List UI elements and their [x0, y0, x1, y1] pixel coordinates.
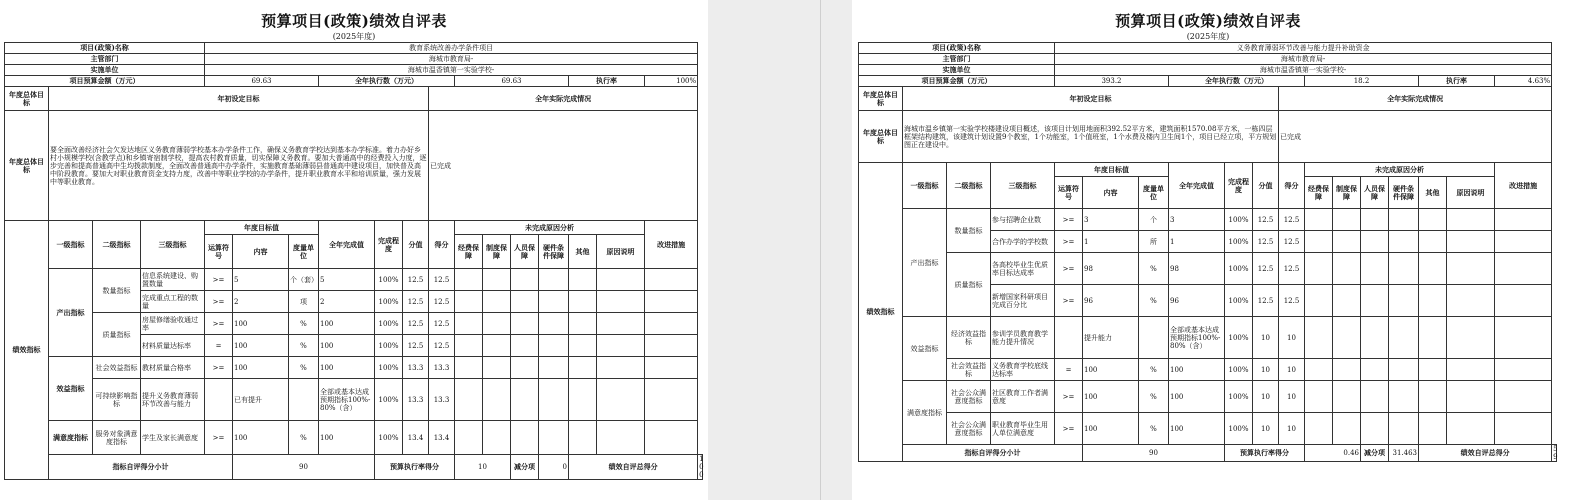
annual-done-header: 全年完成值 [319, 221, 375, 269]
lvl1-header: 一级指标 [903, 163, 947, 209]
indicator-degree: 100% [1225, 359, 1253, 381]
budget-label: 项目预算金额（万元） [5, 76, 205, 87]
indicator-degree: 100% [375, 269, 403, 291]
reason-system-header: 制度保障 [483, 235, 511, 269]
exec-rate-value: 4.63% [1495, 76, 1552, 87]
dept-value: 海城市教育局- [205, 54, 698, 65]
actual-label: 全年实际完成情况 [1279, 87, 1552, 111]
indicator-content: 100 [1083, 381, 1139, 413]
indicator-name: 教材质量合格率 [141, 357, 205, 379]
indicator-score: 12.5 [1279, 231, 1305, 253]
indicator-op: >= [205, 291, 233, 313]
indicator-op: >= [1055, 413, 1083, 445]
perf-label: 绩效指标 [859, 163, 903, 462]
indicator-unit: % [289, 421, 319, 455]
target-group-header: 年度目标值 [1055, 163, 1169, 177]
indicator-name: 信息系统建设、购置数量 [141, 269, 205, 291]
indicator-done: 100 [1169, 413, 1225, 445]
reason-other-header: 其他 [569, 235, 597, 269]
indicator-op: >= [1055, 253, 1083, 285]
sub-public: 社会公众满意度指标 [947, 381, 991, 413]
reason-group-header: 未完成原因分析 [455, 221, 645, 235]
indicator-val: 12.5 [403, 313, 429, 335]
indicator-unit: 所 [1139, 231, 1169, 253]
goal-text: 海城市温乡镇第一实验学校楼建设项目概述，该项目计划用地面积392.52平方米，建筑面积1570.08平方米，一栋四层框架结构建筑，该建筑计划设置9个教室，1个功能室，1个值班室，1个水费及楼内卫生间1个，项目已经立项，平方规划图正在建设中。 [903, 111, 1279, 163]
group-benefit: 效益指标 [49, 357, 93, 421]
indicator-op: >= [1055, 231, 1083, 253]
goal-label: 年度总体目标 [859, 111, 903, 163]
indicator-content: 100 [233, 313, 289, 335]
exec-rate-label: 执行率 [1419, 76, 1495, 87]
indicator-done: 1 [1169, 231, 1225, 253]
dept-label: 主管部门 [5, 54, 205, 65]
indicator-op: >= [1055, 285, 1083, 317]
indicator-score: 13.4 [429, 421, 455, 455]
table-row [859, 317, 1557, 359]
indicator-score: 12.5 [429, 291, 455, 313]
indicator-val: 10 [1253, 317, 1279, 359]
reason-note-header: 原因说明 [1447, 177, 1495, 209]
degree-header: 完成程度 [375, 221, 403, 269]
annual-exec-value: 69.63 [455, 76, 569, 87]
indicator-degree: 100% [375, 357, 403, 379]
indicator-done: 100 [1169, 381, 1225, 413]
indicator-op: >= [205, 421, 233, 455]
sub-service: 服务对象满意度指标 [93, 421, 141, 455]
actual-text: 已完成 [429, 111, 698, 221]
reason-other-header: 其他 [1419, 177, 1447, 209]
reason-funding-header: 经费保障 [1305, 177, 1333, 209]
indicator-content: 3 [1083, 209, 1139, 231]
indicator-degree: 100% [1225, 317, 1253, 359]
indicator-val: 13.4 [403, 421, 429, 455]
deduct-label: 减分项 [511, 455, 539, 480]
page-title: 预算项目(政策)绩效自评表 [261, 12, 447, 30]
unit-header: 度量单位 [289, 235, 319, 269]
table-row [5, 357, 703, 379]
reason-note-header: 原因说明 [597, 235, 645, 269]
indicator-val: 12.5 [1253, 253, 1279, 285]
indicator-unit: 项 [289, 291, 319, 313]
indicator-score: 10 [1279, 317, 1305, 359]
target-group-header: 年度目标值 [205, 221, 319, 235]
indicator-name: 房屋修缮验收通过率 [141, 313, 205, 335]
lvl3-header: 三级指标 [991, 163, 1055, 209]
indicator-unit: % [1139, 253, 1169, 285]
indicator-degree: 100% [1225, 209, 1253, 231]
indicator-name: 社区教育工作者满意度 [991, 381, 1055, 413]
sub-social: 社会效益指标 [947, 359, 991, 381]
indicator-name: 提升义务教育薄弱环节改善与能力 [141, 379, 205, 421]
plan-goal-label: 年初设定目标 [903, 87, 1279, 111]
table-row [5, 313, 703, 335]
indicator-done: 100 [319, 313, 375, 335]
plan-goal-label: 年初设定目标 [49, 87, 429, 111]
indicator-score: 10 [1279, 359, 1305, 381]
group-benefit: 效益指标 [903, 317, 947, 381]
reason-hardware-header: 硬件条件保障 [1389, 177, 1419, 209]
indicator-name: 新增国家科研项目完成百分比 [991, 285, 1055, 317]
goal-text: 要全面改善经济社会欠发达地区义务教育薄弱学校基本办学条件工作，确保义务教育学校达到基本办学标准。着力办好乡村小规模学校(含教学点)和乡镇寄宿制学校，提高农村教育质量，切实保障义务教育。要加大普通高中的经费投入力度，逐步完善和提高普通高中生均拨款制度，全面改善普通高中办学条件，实施教育基础薄弱县普通高中建设项目，加快普及高中阶段教育。要加大对职业教育资金支持力度，改善中等职业学校的办学条件，提升职业教育水平和培训质量，强力发展中等职业教育。 [49, 111, 429, 221]
indicator-unit: % [1139, 381, 1169, 413]
indicator-op: >= [205, 357, 233, 379]
indicator-content: 5 [233, 269, 289, 291]
table-row [859, 413, 1557, 445]
indicator-val: 12.5 [1253, 209, 1279, 231]
indicator-unit: % [1139, 359, 1169, 381]
goal-label: 年度总体目标 [5, 111, 49, 221]
lvl2-header: 二级指标 [947, 163, 991, 209]
indicator-content: 96 [1083, 285, 1139, 317]
indicator-done: 96 [1169, 285, 1225, 317]
goal-head-label: 年度总体目标 [859, 87, 903, 111]
indicator-name: 义务教育学校底线达标率 [991, 359, 1055, 381]
left-page [4, 0, 704, 500]
indicator-score: 12.5 [1279, 285, 1305, 317]
page-title: 预算项目(政策)绩效自评表 [1115, 12, 1301, 30]
indicator-unit: 个 [1139, 209, 1169, 231]
indicator-name: 参与招聘企业数 [991, 209, 1055, 231]
total-label: 绩效自评总得分 [569, 455, 698, 480]
indicator-score: 13.3 [429, 357, 455, 379]
indicator-op: >= [1055, 381, 1083, 413]
actual-label: 全年实际完成情况 [429, 87, 698, 111]
annual-exec-label: 全年执行数（万元） [1169, 76, 1305, 87]
sub-quality: 质量指标 [947, 253, 991, 317]
indicator-done: 100 [319, 357, 375, 379]
indicator-val: 10 [1253, 381, 1279, 413]
indicator-op: >= [205, 313, 233, 335]
project-name-value: 教育系统改善办学条件项目 [205, 43, 698, 54]
indicator-score: 12.5 [1279, 209, 1305, 231]
reason-group-header: 未完成原因分析 [1305, 163, 1495, 177]
sub-quality: 质量指标 [93, 313, 141, 357]
indicator-degree: 100% [1225, 413, 1253, 445]
budget-value: 69.63 [205, 76, 319, 87]
indicator-degree: 100% [1225, 285, 1253, 317]
group-output: 产出指标 [49, 269, 93, 357]
deduct-label: 减分项 [1361, 445, 1389, 462]
total-value: 100 [699, 455, 704, 479]
score-header: 得分 [429, 221, 455, 269]
project-name-value: 义务教育薄弱环节改善与能力提升补助资金 [1055, 43, 1552, 54]
table-row [859, 381, 1557, 413]
indicator-val: 12.5 [403, 269, 429, 291]
indicator-done: 3 [1169, 209, 1225, 231]
indicator-op: >= [1055, 209, 1083, 231]
indicator-val: 13.3 [403, 379, 429, 421]
group-satisfy: 满意度指标 [49, 421, 93, 455]
indicator-done: 2 [319, 291, 375, 313]
indicator-val: 10 [1253, 359, 1279, 381]
score-val-header: 分值 [1253, 163, 1279, 209]
indicator-op [1055, 317, 1083, 359]
content-header: 内容 [1083, 177, 1139, 209]
indicator-name: 合作办学的学校数 [991, 231, 1055, 253]
indicator-unit: % [1139, 285, 1169, 317]
indicator-degree: 100% [375, 291, 403, 313]
rate-score-value: 10 [455, 455, 511, 480]
indicator-score: 13.3 [429, 379, 455, 421]
reason-funding-header: 经费保障 [455, 235, 483, 269]
right-page [858, 0, 1558, 500]
op-header: 运算符号 [205, 235, 233, 269]
table-row [5, 379, 703, 421]
rate-score-value: 0.46 [1305, 445, 1361, 462]
indicator-val: 12.5 [403, 291, 429, 313]
sub-quantity: 数量指标 [947, 209, 991, 253]
annual-done-header: 全年完成值 [1169, 163, 1225, 209]
deduct-value: 0 [539, 455, 569, 480]
exec-rate-label: 执行率 [569, 76, 645, 87]
indicator-unit: % [289, 357, 319, 379]
sub-quantity: 数量指标 [93, 269, 141, 313]
indicator-unit: % [289, 313, 319, 335]
deduct-value: 31.463 [1389, 445, 1419, 462]
indicator-unit: % [1139, 413, 1169, 445]
indicator-degree: 100% [375, 335, 403, 357]
lvl3-header: 三级指标 [141, 221, 205, 269]
sub-public: 社会公众满意度指标 [947, 413, 991, 445]
indicator-op: = [205, 335, 233, 357]
indicator-name: 材料质量达标率 [141, 335, 205, 357]
unit-label: 实施单位 [859, 65, 1055, 76]
indicator-done: 全部或基本达成预期指标100%-80%（含） [319, 379, 375, 421]
perf-label: 绩效指标 [5, 221, 49, 480]
score-val-header: 分值 [403, 221, 429, 269]
subtotal-label: 指标自评得分小计 [903, 445, 1083, 462]
unit-header: 度量单位 [1139, 177, 1169, 209]
indicator-content: 2 [233, 291, 289, 313]
viewer-gutter [708, 0, 852, 500]
score-header: 得分 [1279, 163, 1305, 209]
reason-staff-header: 人员保障 [511, 235, 539, 269]
indicator-val: 12.5 [403, 335, 429, 357]
indicator-degree: 100% [1225, 253, 1253, 285]
budget-value: 393.2 [1055, 76, 1169, 87]
indicator-unit: % [289, 335, 319, 357]
goal-head-label: 年度总体目标 [5, 87, 49, 111]
sub-sustain: 可持续影响指标 [93, 379, 141, 421]
group-satisfy: 满意度指标 [903, 381, 947, 445]
unit-value: 海城市温香镇第一实验学校- [1055, 65, 1552, 76]
reason-hardware-header: 硬件条件保障 [539, 235, 569, 269]
lvl1-header: 一级指标 [49, 221, 93, 269]
indicator-content: 100 [1083, 413, 1139, 445]
indicator-done: 100 [1169, 359, 1225, 381]
indicator-op: = [1055, 359, 1083, 381]
project-name-label: 项目(政策)名称 [5, 43, 205, 54]
unit-value: 海城市温香镇第一实验学校- [205, 65, 698, 76]
indicator-degree: 100% [1225, 381, 1253, 413]
indicator-degree: 100% [375, 379, 403, 421]
table-row [5, 269, 703, 291]
indicator-score: 12.5 [1279, 253, 1305, 285]
indicator-unit [1139, 317, 1169, 359]
indicator-degree: 100% [1225, 231, 1253, 253]
indicator-val: 13.3 [403, 357, 429, 379]
dept-label: 主管部门 [859, 54, 1055, 65]
sub-social: 社会效益指标 [93, 357, 141, 379]
indicator-score: 12.5 [429, 313, 455, 335]
subtotal-value: 90 [1083, 445, 1225, 462]
indicator-done: 5 [319, 269, 375, 291]
indicator-unit: 个（套） [289, 269, 319, 291]
rate-score-label: 预算执行率得分 [1225, 445, 1305, 462]
subtotal-value: 90 [233, 455, 375, 480]
op-header: 运算符号 [1055, 177, 1083, 209]
budget-label: 项目预算金额（万元） [859, 76, 1055, 87]
degree-header: 完成程度 [1225, 163, 1253, 209]
actual-text: 已完成 [1279, 111, 1552, 163]
indicator-name: 各高校毕业生优质率目标达成率 [991, 253, 1055, 285]
page-year: (2025年度) [1186, 32, 1230, 41]
indicator-done: 100 [319, 335, 375, 357]
content-header: 内容 [233, 235, 289, 269]
indicator-val: 12.5 [1253, 231, 1279, 253]
indicator-done: 100 [319, 421, 375, 455]
indicator-name: 参训学员教育教学能力提升情况 [991, 317, 1055, 359]
total-label: 绩效自评总得分 [1419, 445, 1552, 462]
table-row [859, 253, 1557, 285]
sub-economic: 经济效益指标 [947, 317, 991, 359]
unit-label: 实施单位 [5, 65, 205, 76]
table-row [5, 421, 703, 455]
indicator-content: 1 [1083, 231, 1139, 253]
indicator-content: 已有提升 [233, 379, 289, 421]
indicator-degree: 100% [375, 421, 403, 455]
total-value: 59 [1553, 445, 1558, 461]
annual-exec-value: 18.2 [1305, 76, 1419, 87]
indicator-op [205, 379, 233, 421]
indicator-name: 职业教育毕业生用人单位满意度 [991, 413, 1055, 445]
annual-exec-label: 全年执行数（万元） [319, 76, 455, 87]
exec-rate-value: 100% [645, 76, 698, 87]
project-name-label: 项目(政策)名称 [859, 43, 1055, 54]
indicator-content: 98 [1083, 253, 1139, 285]
lvl2-header: 二级指标 [93, 221, 141, 269]
fix-header: 改进措施 [1495, 163, 1552, 209]
indicator-done: 98 [1169, 253, 1225, 285]
indicator-score: 10 [1279, 413, 1305, 445]
indicator-content: 100 [233, 421, 289, 455]
indicator-score: 12.5 [429, 335, 455, 357]
indicator-op: >= [205, 269, 233, 291]
fix-header: 改进措施 [645, 221, 698, 269]
dept-value: 海城市教育局- [1055, 54, 1552, 65]
subtotal-label: 指标自评得分小计 [49, 455, 233, 480]
indicator-val: 12.5 [1253, 285, 1279, 317]
indicator-content: 100 [233, 335, 289, 357]
indicator-unit [289, 379, 319, 421]
viewer-gutter-divider [820, 0, 821, 500]
rate-score-label: 预算执行率得分 [375, 455, 455, 480]
indicator-degree: 100% [375, 313, 403, 335]
table-row [859, 359, 1557, 381]
indicator-content: 100 [1083, 359, 1139, 381]
group-output: 产出指标 [903, 209, 947, 317]
indicator-score: 10 [1279, 381, 1305, 413]
table-row [859, 209, 1557, 231]
evaluation-table [4, 42, 703, 480]
indicator-name: 学生及家长满意度 [141, 421, 205, 455]
evaluation-table [858, 42, 1557, 462]
reason-staff-header: 人员保障 [1361, 177, 1389, 209]
indicator-score: 12.5 [429, 269, 455, 291]
indicator-done: 全部或基本达成预期指标100%-80%（含） [1169, 317, 1225, 359]
page-year: (2025年度) [332, 32, 376, 41]
indicator-content: 提升能力 [1083, 317, 1139, 359]
indicator-val: 10 [1253, 413, 1279, 445]
indicator-content: 100 [233, 357, 289, 379]
reason-system-header: 制度保障 [1333, 177, 1361, 209]
indicator-name: 完成重点工程的数量 [141, 291, 205, 313]
